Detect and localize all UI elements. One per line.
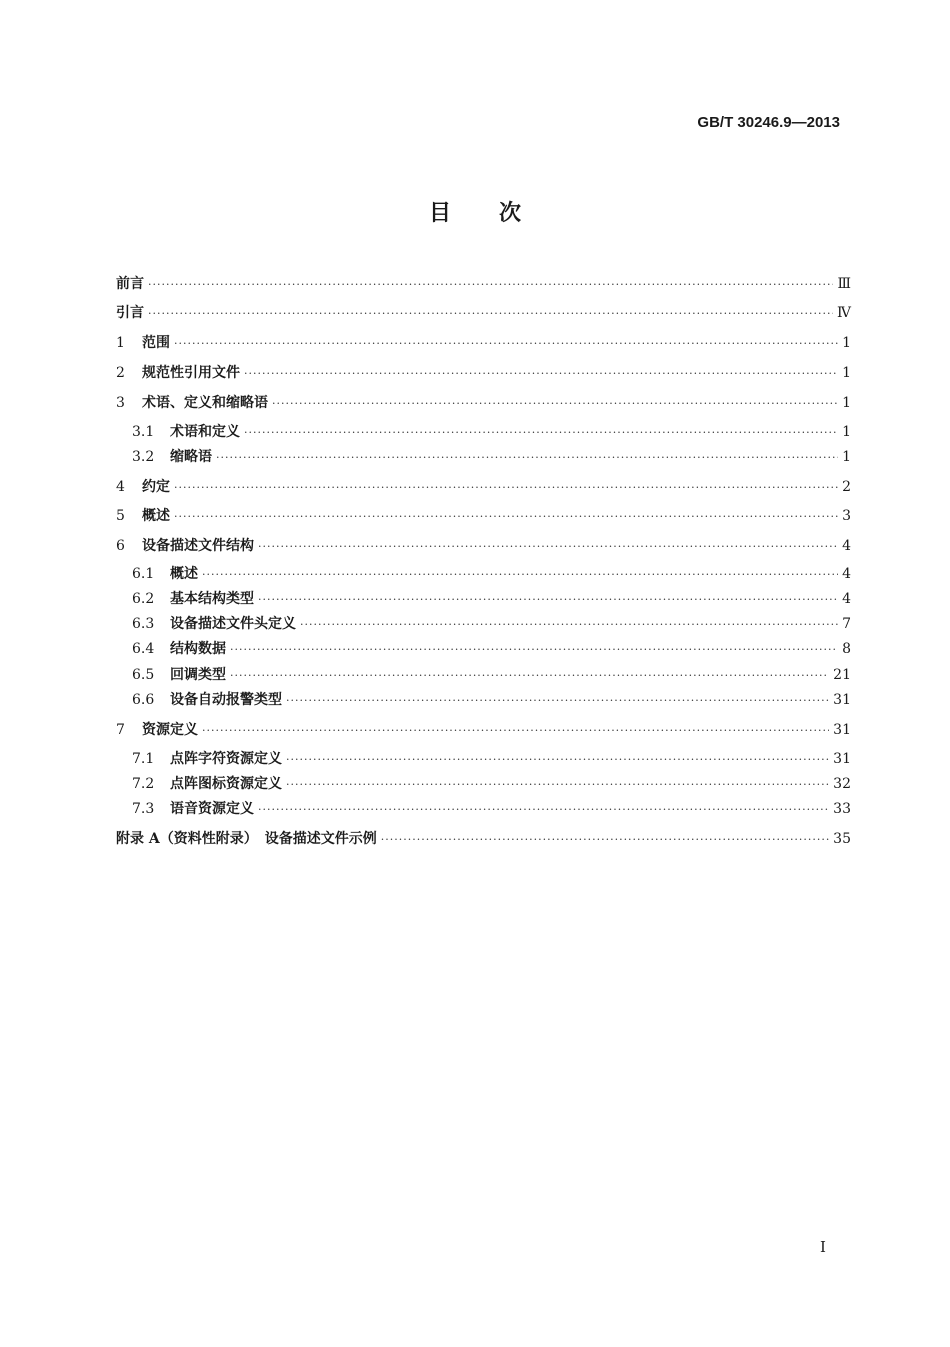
toc-entry[interactable]: [132, 639, 851, 659]
toc-entry-page: 7: [842, 616, 851, 632]
toc-entry-page: 31: [833, 722, 851, 738]
toc-entry-number: 6: [116, 538, 125, 554]
toc-entry-title: 引言: [116, 305, 144, 321]
leader-dots: [300, 615, 838, 635]
toc-entry-number: 6.6: [132, 692, 155, 708]
leader-dots: [286, 691, 829, 711]
toc-entry[interactable]: [116, 536, 851, 556]
page-title: 目次: [428, 200, 569, 226]
toc-entry-title: 范围: [142, 335, 170, 351]
toc-entry-page: 32: [833, 776, 851, 792]
toc-entry[interactable]: [132, 799, 851, 819]
toc-entry-title: 基本结构类型: [170, 591, 254, 607]
leader-dots: [244, 423, 838, 443]
toc-entry-page: 2: [842, 479, 851, 495]
leader-dots: [258, 800, 829, 820]
leader-dots: [202, 565, 838, 585]
toc-entry-number: 7.2: [132, 776, 155, 792]
standard-number: GB/T 30246.9—2013: [697, 114, 840, 131]
toc-entry[interactable]: [132, 589, 851, 609]
toc-entry[interactable]: [132, 447, 851, 467]
toc-entry-page: 1: [842, 395, 851, 411]
toc-entry[interactable]: [116, 720, 851, 740]
page-number: I: [820, 1238, 826, 1256]
toc-entry-number: 7.1: [132, 751, 155, 767]
toc-entry-number: 1: [116, 335, 125, 351]
toc-entry[interactable]: [132, 422, 851, 442]
toc-entry-page: 4: [842, 566, 851, 582]
toc-entry[interactable]: [116, 506, 851, 526]
leader-dots: [230, 640, 838, 660]
toc-entry-number: 5: [116, 508, 125, 524]
toc-entry-title: 前言: [116, 276, 144, 292]
toc-entry[interactable]: [116, 333, 851, 353]
leader-dots: [230, 666, 829, 686]
leader-dots: [381, 830, 829, 850]
toc-entry-number: 3.2: [132, 449, 155, 465]
leader-dots: [174, 334, 838, 354]
toc-entry-title: 结构数据: [170, 641, 226, 657]
toc-entry-title: 概述: [142, 508, 170, 524]
toc-entry[interactable]: [132, 690, 851, 710]
toc-entry-title: 附录 A（资料性附录） 设备描述文件示例: [116, 831, 377, 847]
toc-entry[interactable]: [132, 774, 851, 794]
leader-dots: [286, 750, 829, 770]
leader-dots: [286, 775, 829, 795]
toc-entry-page: 1: [842, 365, 851, 381]
toc-entry-title: 设备描述文件头定义: [170, 616, 296, 632]
toc-entry-title: 设备自动报警类型: [170, 692, 282, 708]
toc-entry-page: 1: [842, 449, 851, 465]
toc-entry-page: 4: [842, 591, 851, 607]
toc-entry-title: 设备描述文件结构: [142, 538, 254, 554]
toc-entry[interactable]: [116, 477, 851, 497]
toc-entry-page: 1: [842, 335, 851, 351]
toc-entry-number: 6.4: [132, 641, 155, 657]
leader-dots: [174, 507, 838, 527]
toc-entry-page: Ⅳ: [837, 305, 851, 321]
toc-entry-page: 31: [833, 751, 851, 767]
toc-entry-title: 缩略语: [170, 449, 212, 465]
leader-dots: [244, 364, 838, 384]
toc-entry-page: 4: [842, 538, 851, 554]
toc-entry[interactable]: [116, 829, 851, 849]
toc-entry-title: 约定: [142, 479, 170, 495]
toc-entry-title: 回调类型: [170, 667, 226, 683]
toc-entry[interactable]: [116, 274, 851, 294]
toc-entry-number: 6.2: [132, 591, 155, 607]
toc-entry-page: 21: [833, 667, 851, 683]
toc-entry[interactable]: [116, 393, 851, 413]
toc-entry-page: 31: [833, 692, 851, 708]
leader-dots: [216, 448, 838, 468]
toc-entry-page: 1: [842, 424, 851, 440]
toc-entry-number: 7.3: [132, 801, 155, 817]
toc-entry-number: 3: [116, 395, 125, 411]
toc-entry[interactable]: [132, 749, 851, 769]
toc-entry-title: 术语和定义: [170, 424, 240, 440]
toc-entry-title: 资源定义: [142, 722, 198, 738]
toc-entry-number: 6.3: [132, 616, 155, 632]
leader-dots: [148, 275, 833, 295]
toc-entry-page: Ⅲ: [837, 276, 851, 292]
toc-entry-page: 35: [833, 831, 851, 847]
toc-entry[interactable]: [116, 303, 851, 323]
toc-entry-title: 概述: [170, 566, 198, 582]
leader-dots: [258, 537, 838, 557]
leader-dots: [272, 394, 838, 414]
toc-entry[interactable]: [132, 614, 851, 634]
toc-entry[interactable]: [116, 363, 851, 383]
toc-entry[interactable]: [132, 564, 851, 584]
toc-entry-title: 点阵字符资源定义: [170, 751, 282, 767]
toc-entry-page: 8: [842, 641, 851, 657]
leader-dots: [258, 590, 838, 610]
toc-entry-number: 2: [116, 365, 125, 381]
toc-entry-number: 6.1: [132, 566, 155, 582]
toc-entry-number: 3.1: [132, 424, 155, 440]
toc-entry-title: 语音资源定义: [170, 801, 254, 817]
toc-entry-title: 点阵图标资源定义: [170, 776, 282, 792]
toc-entry[interactable]: [132, 665, 851, 685]
leader-dots: [174, 478, 838, 498]
toc-entry-number: 6.5: [132, 667, 155, 683]
toc-entry-title: 规范性引用文件: [142, 365, 240, 381]
toc-entry-number: 7: [116, 722, 125, 738]
toc-entry-page: 33: [833, 801, 851, 817]
toc-entry-title: 术语、定义和缩略语: [142, 395, 268, 411]
toc-entry-number: 4: [116, 479, 125, 495]
leader-dots: [148, 304, 833, 324]
toc-entry-page: 3: [842, 508, 851, 524]
leader-dots: [202, 721, 829, 741]
